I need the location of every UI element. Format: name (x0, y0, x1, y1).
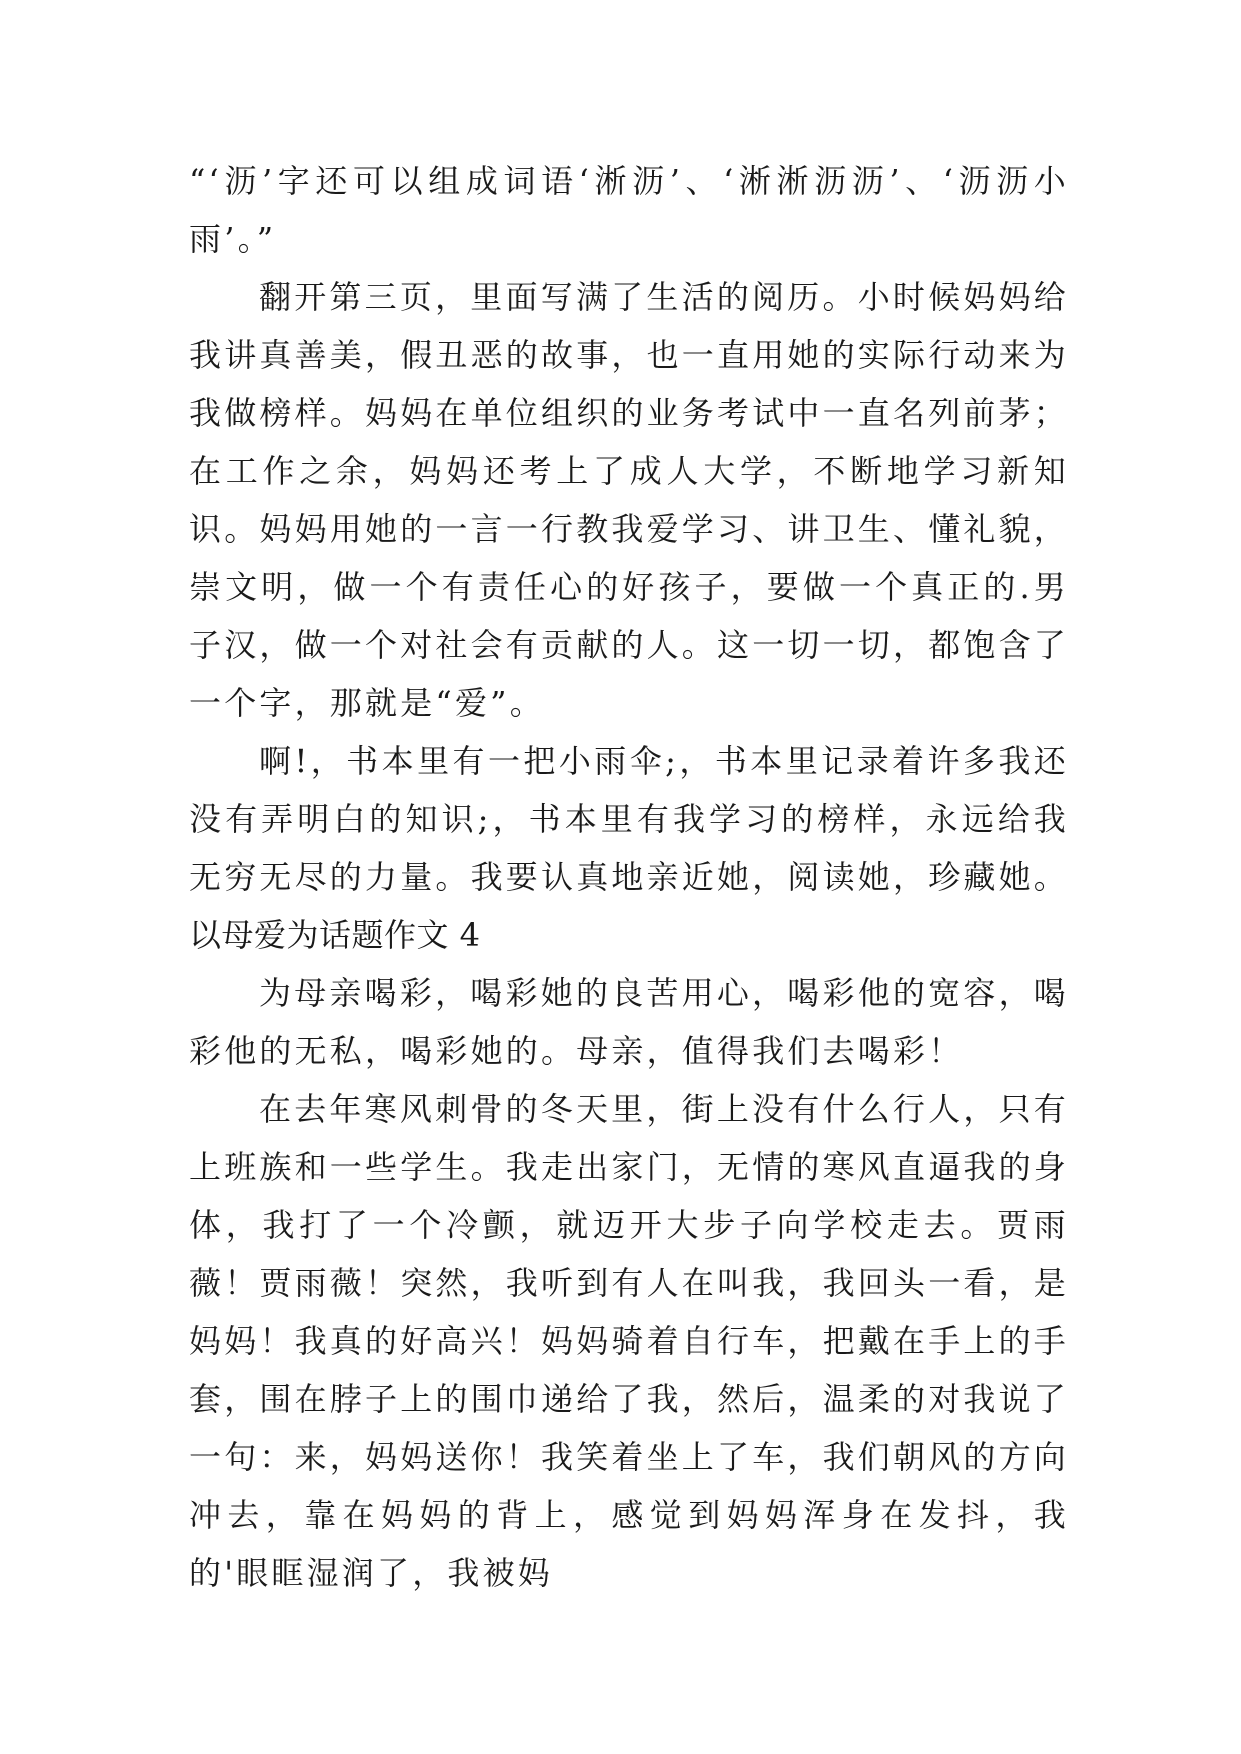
paragraph-6: 在去年寒风刺骨的冬天里，街上没有什么行人，只有上班族和一些学生。我走出家门，无情的寒风直逼我的身体，我打了一个冷颤，就迈开大步子向学校走去。贾雨薇！贾雨薇！突然，我听到有人在叫我，我回头一看，是妈妈！我真的好高兴！妈妈骑着自行车，把戴在手上的手套，围在脖子上的围巾递给了我，然后，温柔的对我说了一句：来，妈妈送你！我笑着坐上了车，我们朝风的方向冲去，靠在妈妈的背上，感觉到妈妈浑身在发抖，我的'眼眶湿润了，我被妈 (189, 1090, 1070, 1592)
paragraph-1: “‘沥’字还可以组成词语‘淅沥’、‘淅淅沥沥’、‘沥沥小雨’。” (189, 162, 1069, 258)
document-body (189, 152, 1069, 1602)
paragraph-5: 为母亲喝彩，喝彩她的良苦用心，喝彩他的宽容，喝彩他的无私，喝彩她的。母亲，值得我们去喝彩！ (189, 974, 1069, 1070)
paragraph-3: 啊!，书本里有一把小雨伞;，书本里记录着许多我还没有弄明白的知识;，书本里有我学习的榜样，永远给我无穷无尽的力量。我要认真地亲近她，阅读她，珍藏她。 (189, 742, 1070, 896)
section-heading: 以母爱为话题作文 4 (189, 916, 481, 954)
paragraph-2: 翻开第三页，里面写满了生活的阅历。小时候妈妈给我讲真善美，假丑恶的故事，也一直用她的实际行动来为我做榜样。妈妈在单位组织的业务考试中一直名列前茅；在工作之余，妈妈还考上了成人大学，不断地学习新知识。妈妈用她的一言一行教我爱学习、讲卫生、懂礼貌，崇文明，做一个有责任心的好孩子，要做一个真正的.男子汉，做一个对社会有贡献的人。这一切一切，都饱含了一个字，那就是“爱”。 (189, 278, 1070, 722)
